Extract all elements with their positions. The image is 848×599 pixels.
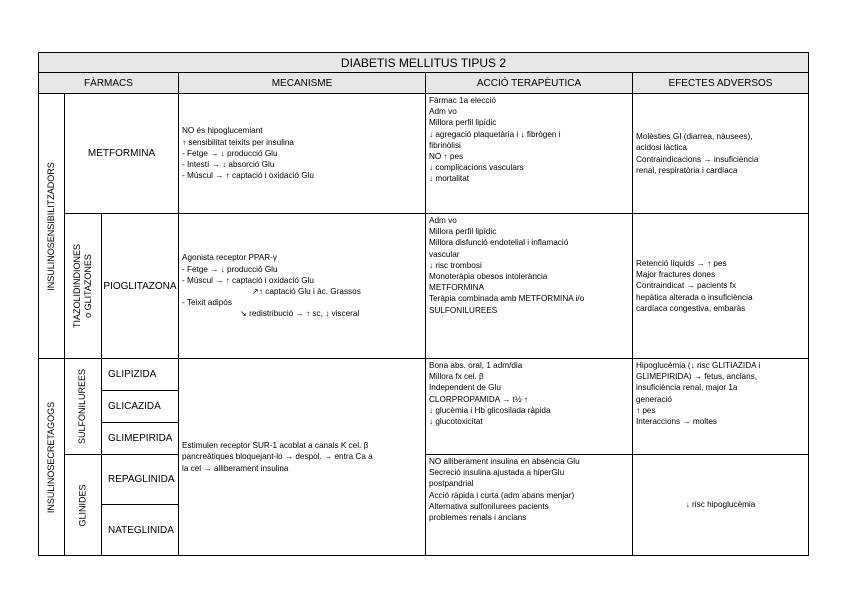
drug-pioglitazona: PIOGLITAZONA [102,214,179,359]
group-insulinosecretagogs: INSULINOSECRETAGOGS [39,359,65,556]
pioglitazona-accio: Adm vo Millora perfil lipídic Millora disfunció endotelial i inflamació vascular ↓ risc trombosi Monoteràpia obesos intolerància METFORMINA Teràpia combinada amb METFORMINA i/o SULFONILUREES [426,214,633,359]
secretagogs-mecanisme: Estimulen receptor SUR-1 acoblat a canals K cel. β pancreàtiques bloquejant-lo → despol. → entra Ca a la cel → alliberament insulina [179,359,426,556]
glinides-efectes: ↓ risc hipoglucèmia [633,455,809,556]
metformina-efectes: Molèsties GI (diarrea, nàusees), acidosi làctica Contraindicacions → insuficiència renal, respiratòria i cardíaca [633,94,809,214]
metformina-accio: Fàrmac 1a elecció Adm vo Millora perfil lipídic ↓ agregació plaquetària i ↓ fibrògen i fibrinòlisi NO ↑ pes ↓ complicacions vasculars ↓ mortalitat [426,94,633,214]
glinides-accio: NO alliberament insulina en absència Glu Secreció insulina ajustada a hiperGlu postpandrial Acció ràpida i curta (adm abans menjar) Alternativa sulfonilurees pacients problemes renals i ancians [426,455,633,556]
drug-repaglinida: REPAGLINIDA [102,455,179,505]
sulfonilurees-accio: Bona abs. oral, 1 adm/dia Millora fx cel. β Independent de Glu CLORPROPAMIDA → t½ ↑ ↓ glucèmia i Hb glicosilada ràpida ↓ glucotoxicitat [426,359,633,455]
pioglitazona-efectes: Retenció líquids → ↑ pes Major fractures dones Contraindicat → pacients fx hepàtica alterada o insuficiència cardíaca congestiva, embaràs [633,214,809,359]
drug-glipizida: GLIPIZIDA [102,359,179,391]
group-glinides: GLINIDES [65,455,102,556]
drug-nateglinida: NATEGLINIDA [102,505,179,556]
group-sulfonilurees: SULFONILUREES [65,359,102,455]
sulfonilurees-efectes: Hipoglucèmia (↓ risc GLITIAZIDA i GLIMEPIRIDA) → fetus, ancians, insuficiència renal, major 1a generació ↑ pes Interaccions → moltes [633,359,809,455]
header-farmacs: FÀRMACS [39,73,179,94]
metformina-mecanisme: NO és hipoglucemiant ↑ sensibilitat teixits per insulina - Fetge → ↓ producció Glu - Intestí → ↓ absorció Glu - Múscul → ↑ captació i oxidació Glu [179,94,426,214]
drug-metformina: METFORMINA [65,94,179,214]
header-accio: ACCIÓ TERAPÈUTICA [426,73,633,94]
header-mecanisme: MECANISME [179,73,426,94]
drug-glicazida: GLICAZIDA [102,391,179,423]
table-title: DIABETIS MELLITUS TIPUS 2 [39,53,809,73]
header-efectes: EFECTES ADVERSOS [633,73,809,94]
drug-glimepirida: GLIMEPIRIDA [102,423,179,455]
drug-table [38,52,809,556]
group-tiazolidindiones: TIAZOLIDINDIONES o GLITAZONES [65,214,102,359]
pioglitazona-mecanisme: Agonista receptor PPAR-γ - Fetge → ↓ producció Glu - Múscul → ↑ captació i oxidació Glu ↗↑ captació Glu i àc. Grassos - Teixit adipós ↘ redistribució → ↑ sc, ↓ visceral [179,214,426,359]
group-label: INSULINOSENSIBILITZADORS [46,161,56,291]
group-insulinosensibilitzadors [39,94,65,359]
